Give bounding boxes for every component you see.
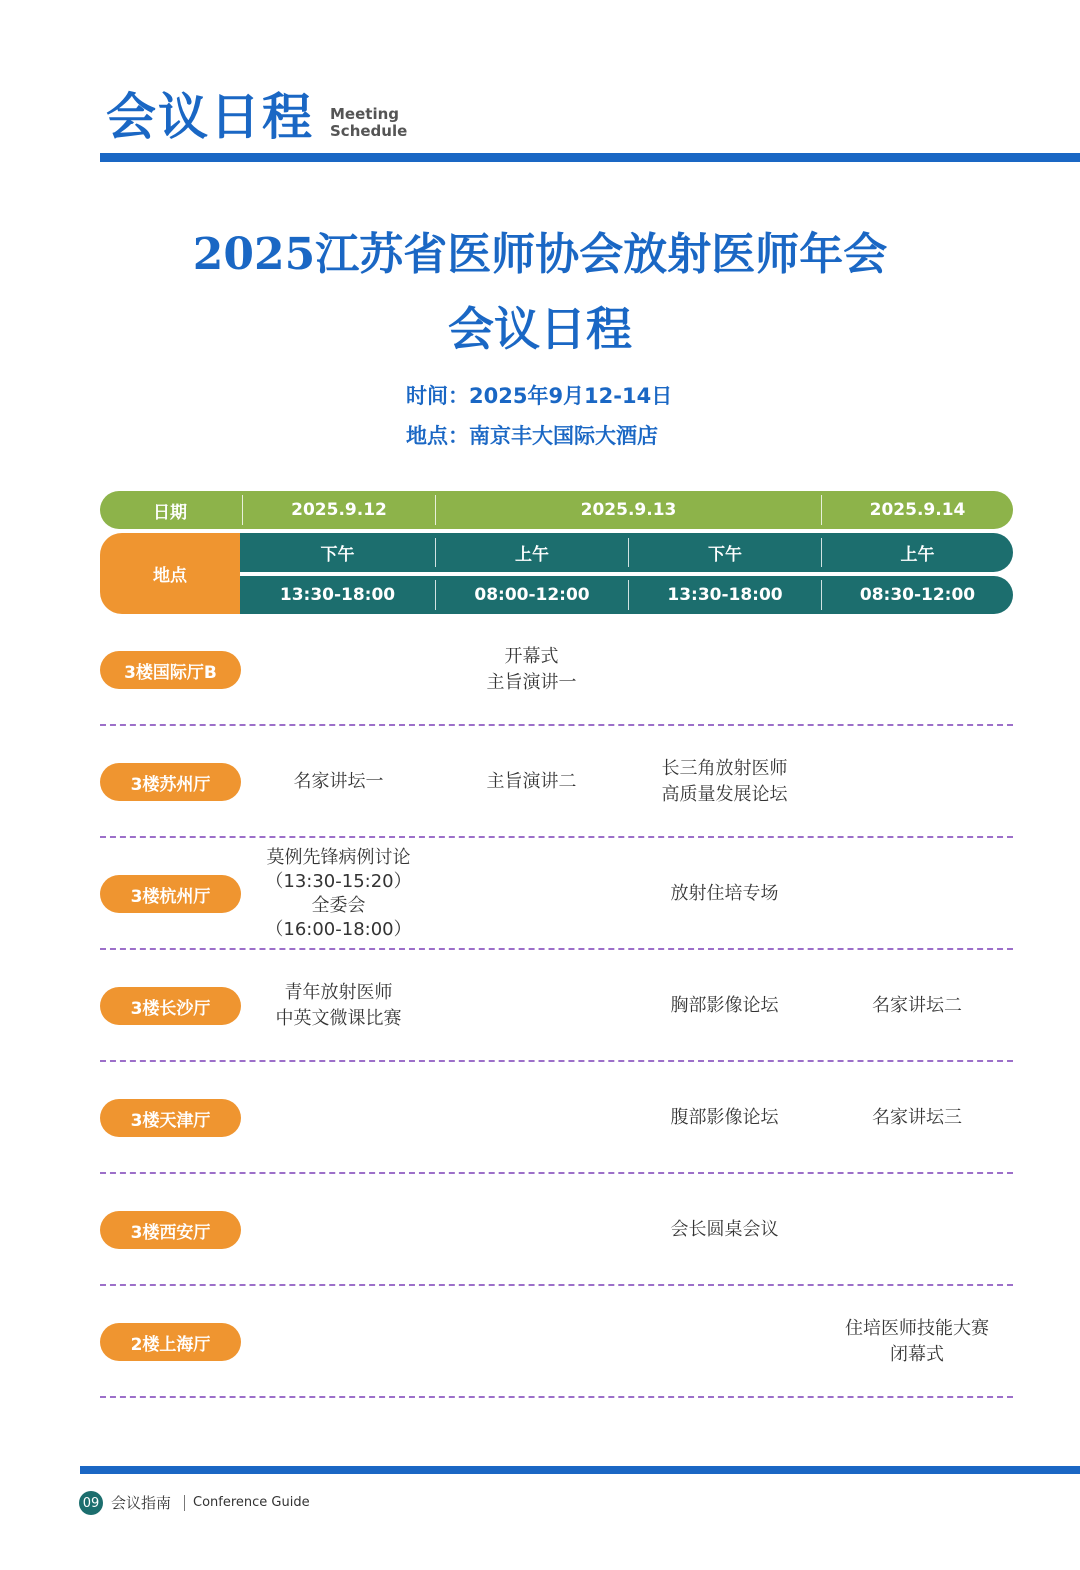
schedule-cell: 名家讲坛二 (872, 995, 962, 1016)
session-header-row (240, 533, 1013, 572)
header-divider (100, 153, 1080, 162)
schedule-cell: 放射住培专场 (670, 883, 779, 904)
cell-line: 长三角放射医师 (661, 758, 788, 779)
cell-line: 高质量发展论坛 (661, 784, 788, 805)
time-header-row (240, 576, 1013, 614)
footer-title: 会议指南 (111, 1494, 172, 1512)
date-cell: 2025.9.12 (291, 500, 387, 520)
schedule-cell (435, 644, 628, 696)
room-label: 3楼长沙厅 (100, 987, 241, 1025)
date-cell: 2025.9.14 (869, 500, 966, 520)
date-cell: 2025.9.13 (580, 500, 677, 520)
time-cell: 13:30-18:00 (667, 585, 783, 605)
session-cell: 上午 (515, 545, 549, 565)
row-divider (100, 1284, 1013, 1286)
row-divider (100, 1060, 1013, 1062)
page-title: 2025江苏省医师协会放射医师年会 (192, 229, 888, 280)
time-cell: 13:30-18:00 (279, 585, 396, 605)
room-label: 3楼苏州厅 (100, 763, 241, 801)
cell-line: 闭幕式 (890, 1344, 944, 1365)
page-subtitle: 会议日程 (448, 302, 632, 356)
schedule-cell: 名家讲坛三 (872, 1107, 962, 1128)
cell-line: 住培医师技能大赛 (845, 1318, 989, 1339)
schedule-cell: 胸部影像论坛 (670, 995, 779, 1016)
date-label: 日期 (153, 502, 187, 523)
cell-line: 莫例先锋病例讨论 (266, 847, 411, 868)
cell-line: 中英文微课比赛 (275, 1008, 402, 1029)
section-title: 会议日程 (106, 88, 314, 146)
schedule-cell: 主旨演讲二 (486, 771, 577, 792)
schedule-cell (628, 756, 821, 808)
session-cell: 下午 (708, 545, 742, 565)
row-divider (100, 836, 1013, 838)
section-title-en (330, 106, 407, 140)
footer-divider (80, 1466, 1080, 1474)
schedule-cell: 会长圆桌会议 (670, 1219, 779, 1240)
meeting-place: 地点：南京丰大国际大酒店 (406, 424, 658, 448)
cell-line: 主旨演讲一 (486, 672, 577, 693)
section-title-en-line1: Meeting (330, 105, 400, 123)
room-label: 3楼杭州厅 (100, 875, 241, 913)
room-label: 3楼天津厅 (100, 1099, 241, 1137)
date-header-row (100, 491, 1013, 529)
cell-line: （13:30-15:20） (265, 871, 412, 892)
cell-line: 开幕式 (504, 646, 559, 667)
room-label: 2楼上海厅 (100, 1323, 241, 1361)
cell-line: （16:00-18:00） (265, 919, 412, 940)
time-cell: 08:00-12:00 (474, 585, 590, 605)
cell-line: 青年放射医师 (284, 982, 393, 1003)
schedule-cell (242, 846, 435, 942)
room-label: 3楼西安厅 (100, 1211, 241, 1249)
row-divider (100, 1172, 1013, 1174)
cell-line: 全委会 (311, 895, 366, 916)
session-cell: 上午 (900, 545, 935, 565)
row-divider (100, 724, 1013, 726)
section-title-en-line2: Schedule (330, 122, 408, 140)
session-cell: 下午 (320, 545, 355, 565)
time-cell: 08:30-12:00 (859, 585, 976, 605)
schedule-cell: 腹部影像论坛 (670, 1107, 779, 1128)
location-label: 地点 (100, 533, 240, 614)
footer-separator (184, 1495, 185, 1511)
schedule-cell (242, 980, 435, 1032)
footer-title-en: Conference Guide (193, 1495, 310, 1510)
schedule-cell: 名家讲坛一 (293, 771, 384, 792)
row-divider (100, 948, 1013, 950)
schedule-cell (821, 1316, 1013, 1368)
meeting-time: 时间：2025年9月12-14日 (406, 384, 673, 408)
row-divider (100, 1396, 1013, 1398)
room-label: 3楼国际厅B (100, 651, 241, 689)
page-number: 09 (79, 1491, 103, 1515)
